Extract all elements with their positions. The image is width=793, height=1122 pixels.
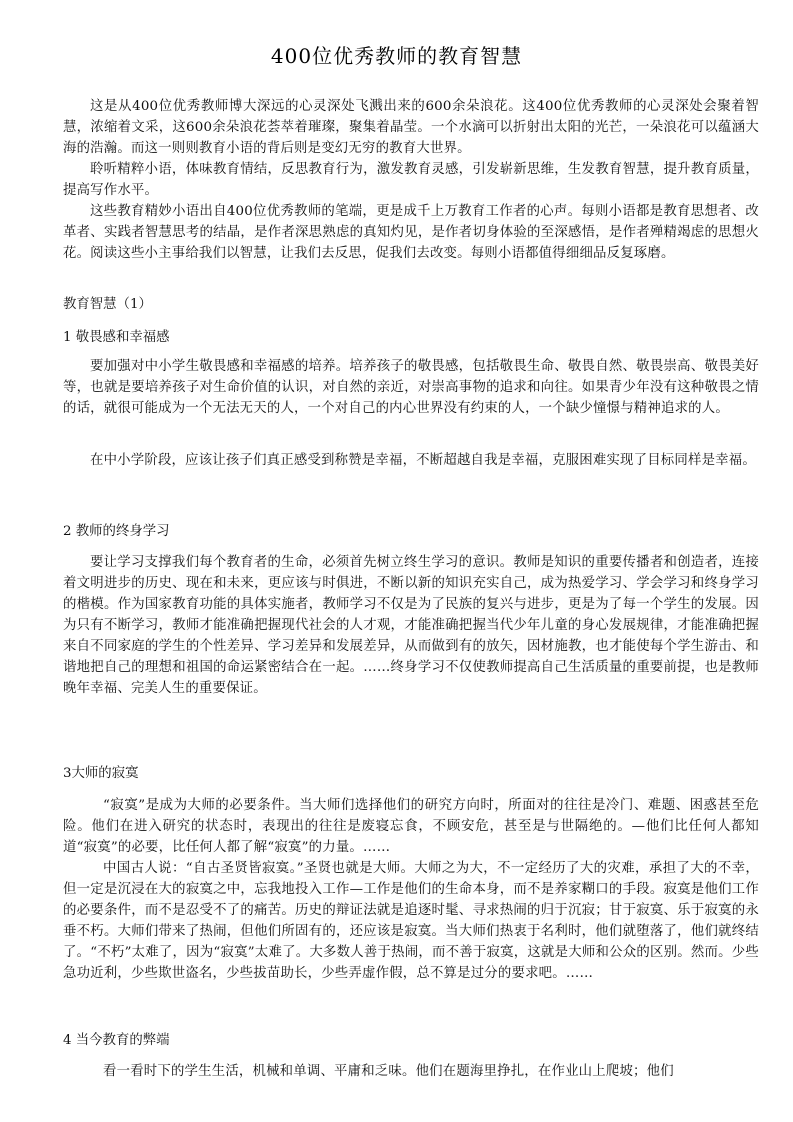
intro-paragraph-2: 聆听精粹小语，体味教育情结，反思教育行为，激发教育灵感，引发崭新思维，生发教育智慧，提升教育质量，提高写作水平。 [63, 162, 759, 198]
intro-paragraph-1: 这是从400位优秀教师博大深远的心灵深处飞溅出来的600余朵浪花。这400位优秀教师的心灵深处会聚着智慧，浓缩着文采，这600余朵浪花荟萃着璀璨，聚集着晶莹。一个水滴可以折射出太阳的光芒，一朵浪花可以蕴涵大海的浩瀚。而这一则则教育小语的背后则是变幻无穷的教育大世界。 [63, 99, 759, 156]
section-3-paragraph-2: 中国古人说：“自古圣贤皆寂寞。”圣贤也就是大师。大师之为大，不一定经历了大的灾难，承担了大的不幸，但一定是沉浸在大的寂寞之中，忘我地投入工作—工作是他们的生命本身，而不是养家糊口的手段。寂寞是他们工作的必要条件，而不是忍受不了的痛苦。历史的辩证法就是追逐时髦、寻求热闹的归于沉寂；甘于寂寞、乐于寂寞的永垂不朽。大师们带来了热闹，但他们所固有的，还应该是寂寞。当大师们热衷于名利时，他们就堕落了，他们就终结了。“不朽”太难了，因为“寂寞”太难了。大多数人善于热闹，而不善于寂寞，这就是大师和公众的区别。然而。少些急功近利，少些欺世盗名，少些拔苗助长，少些弄虚作假，总不算是过分的要求吧。…… [63, 861, 759, 981]
section-4-paragraph-1: 看一看时下的学生生活，机械和单调、平庸和乏味。他们在题海里挣扎，在作业山上爬坡；他们 [103, 1064, 674, 1079]
section-4-heading: 4 当今教育的弊端 [63, 1033, 170, 1048]
section-1-paragraph-2: 在中小学阶段，应该让孩子们真正感受到称赞是幸福，不断超越自我是幸福，克服困难实现了目标同样是幸福。 [90, 453, 756, 468]
document-title: 400位优秀教师的教育智慧 [270, 44, 523, 68]
section-title: 教育智慧（1） [63, 297, 152, 312]
section-2-paragraph-1: 要让学习支撑我们每个教育者的生命，必须首先树立终生学习的意识。教师是知识的重要传播者和创造者，连接着文明进步的历史、现在和未来，更应该与时俱进，不断以新的知识充实自己，成为热爱学习、学会学习和终身学习的楷模。作为国家教育功能的具体实施者，教师学习不仅是为了民族的复兴与进步，更是为了每一个学生的发展。因为只有不断学习，教师才能准确把握现代社会的人才观，才能准确把握当代少年儿童的身心发展规律，才能准确把握来自不同家庭的学生的个性差异、学习差异和发展差异，从而做到有的放矢，因材施教，也才能使每个学生游击、和谐地把自己的理想和祖国的命运紧密结合在一起。……终身学习不仅使教师提高自己生活质量的重要前提，也是教师晚年幸福、完美人生的重要保证。 [63, 555, 759, 696]
section-1-paragraph-1: 要加强对中小学生敬畏感和幸福感的培养。培养孩子的敬畏感，包括敬畏生命、敬畏自然、敬畏崇高、敬畏美好等，也就是要培养孩子对生命价值的认识，对自然的亲近，对崇高事物的追求和向往。如果青少年没有这种敬畏之情的话，就很可能成为一个无法无天的人，一个对自己的内心世界没有约束的人，一个缺少憧憬与精神追求的人。 [63, 359, 759, 416]
section-3-paragraph-1: “寂寞”是成为大师的必要条件。当大师们选择他们的研究方向时，所面对的往往是冷门、难题、困惑甚至危险。他们在进入研究的状态时，表现出的往往是废寝忘食，不顾安危，甚至是与世隔绝的。—他们比任何人都知道“寂寞”的必要，比任何人都了解“寂寞”的力量。…… [63, 798, 759, 855]
intro-paragraph-3: 这些教育精妙小语出自400位优秀教师的笔端，更是成千上万教育工作者的心声。每则小语都是教育思想者、改革者、实践者智慧思考的结晶，是作者深思熟虑的真知灼见，是作者切身体验的至深感悟，是作者殚精竭虑的思想火花。阅读这些小主事给我们以智慧，让我们去反思，促我们去改变。每则小语都值得细细品反复琢磨。 [63, 204, 759, 261]
section-2-heading: 2 教师的终身学习 [63, 524, 170, 539]
section-1-heading: 1 敬畏感和幸福感 [63, 330, 170, 345]
section-3-heading: 3大师的寂寞 [63, 766, 139, 781]
